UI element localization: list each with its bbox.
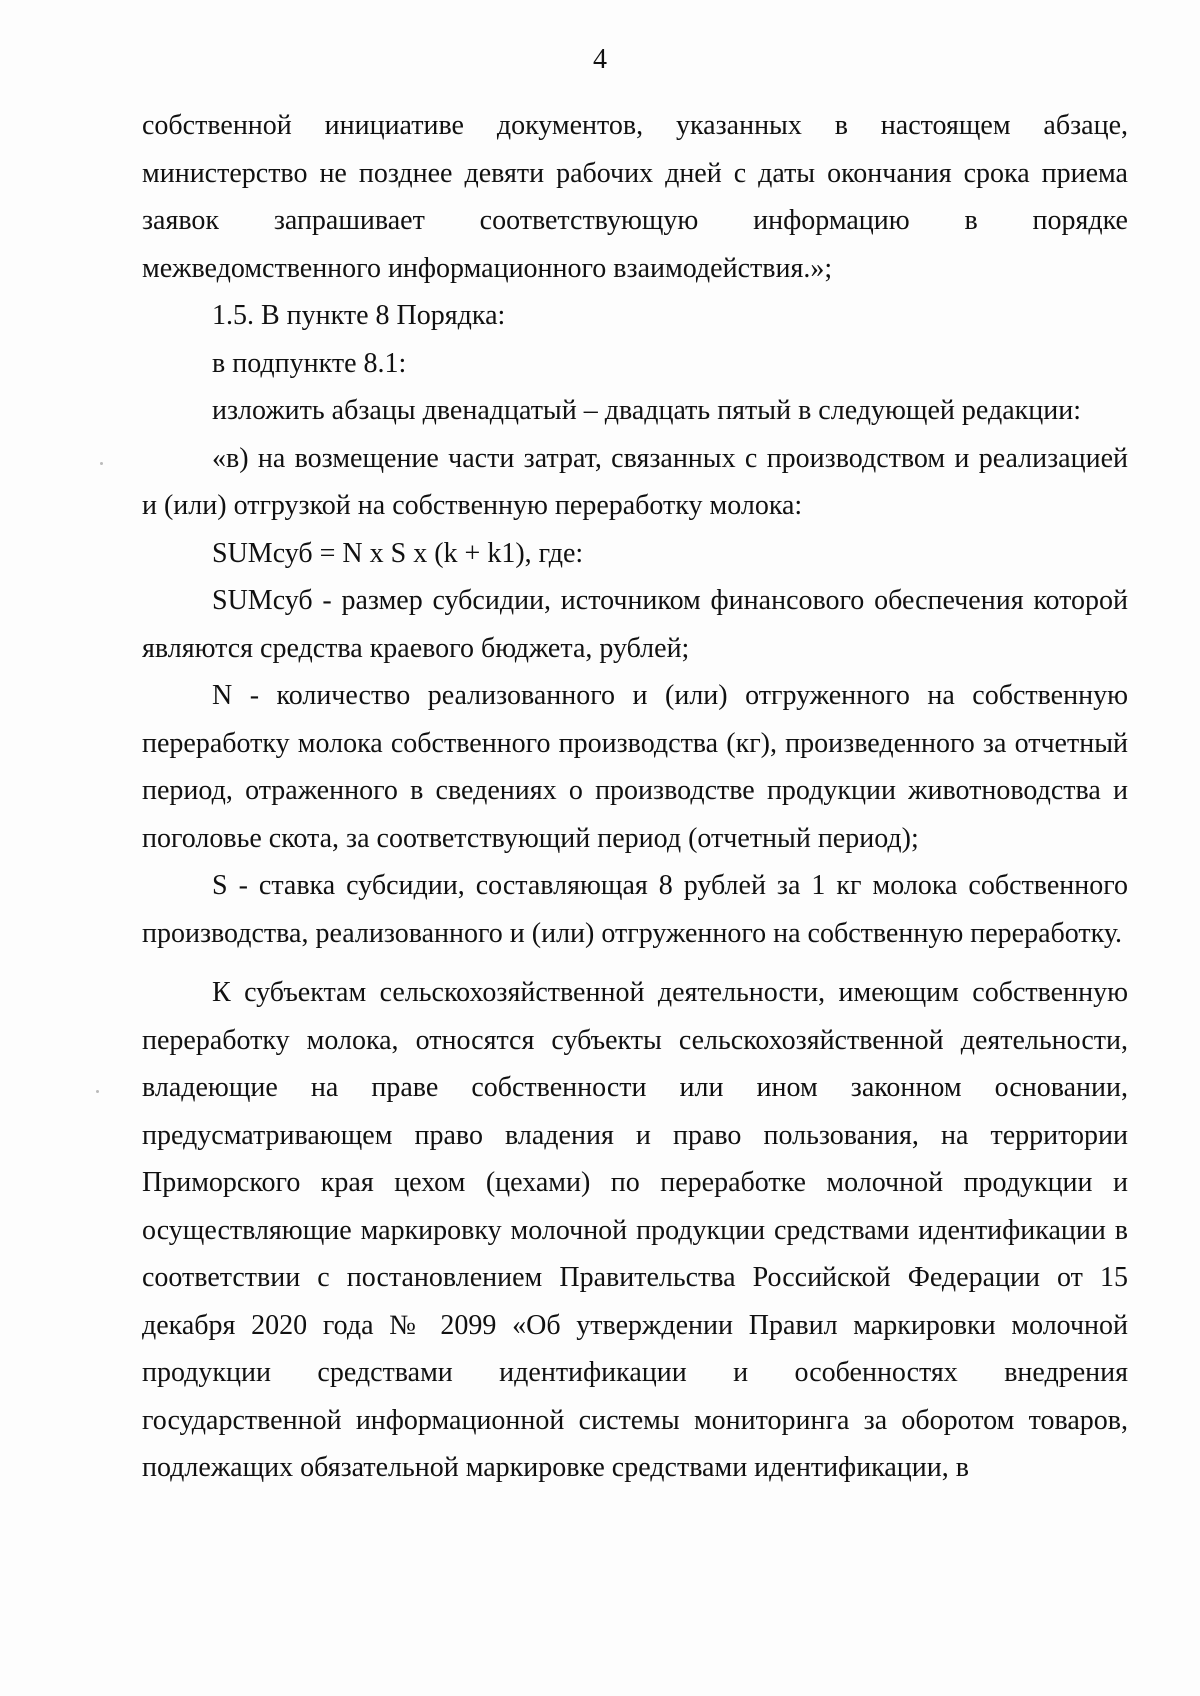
paragraph-subsidy-purpose: «в) на возмещение части затрат, связанных с производством и реализацией и (или) отгрузкой на собственную переработку молока: — [142, 442, 1128, 521]
page-number: 4 — [593, 44, 607, 75]
scan-speck — [100, 462, 103, 465]
scan-speck — [96, 1090, 99, 1093]
paragraph-amendment-instruction: изложить абзацы двенадцатый – двадцать пятый в следующей редакции: — [212, 395, 1081, 426]
document-body — [142, 102, 1128, 1492]
paragraph-item-1-5: 1.5. В пункте 8 Порядка: — [212, 300, 506, 331]
paragraph-n-definition: N - количество реализованного и (или) отгруженного на собственную переработку молока собственного производства (кг), произведенного за отчетный период, отраженного в сведениях о производстве продукции животноводства и поголовье скота, за соответствующий период (отчетный период); — [142, 680, 1128, 854]
paragraph-sumsub-definition: SUMсуб - размер субсидии, источником финансового обеспечения которой являются средства краевого бюджета, рублей; — [142, 585, 1128, 664]
paragraph-s-definition: S - ставка субсидии, составляющая 8 рублей за 1 кг молока собственного производства, реализованного и (или) отгруженного на собственную переработку. — [142, 870, 1128, 949]
paragraph-continuation: собственной инициативе документов, указанных в настоящем абзаце, министерство не позднее девяти рабочих дней с даты окончания срока приема заявок запрашивает соответствующую информацию в порядке межведомственного информационного взаимодействия.»; — [142, 110, 1128, 284]
paragraph-formula: SUMсуб = N x S x (k + k1), где: — [212, 537, 584, 569]
paragraph-subjects-definition: К субъектам сельскохозяйственной деятельности, имеющим собственную переработку молока, относятся субъекты сельскохозяйственной деятельности, владеющие на праве собственности или ином законном основании, предусматривающем право владения и право пользования, на территории Приморского края цехом (цехами) по переработке молочной продукции и осуществляющие маркировку молочной продукции средствами идентификации в соответствии с постановлением Правительства Российской Федерации от 15 декабря 2020 года № 2099 «Об утверждении Правил маркировки молочной продукции средствами идентификации и особенностях внедрения государственной информационной системы мониторинга за оборотом товаров, подлежащих обязательной маркировке средствами идентификации, в — [142, 977, 1128, 1483]
paragraph-subitem-8-1: в подпункте 8.1: — [212, 347, 407, 379]
